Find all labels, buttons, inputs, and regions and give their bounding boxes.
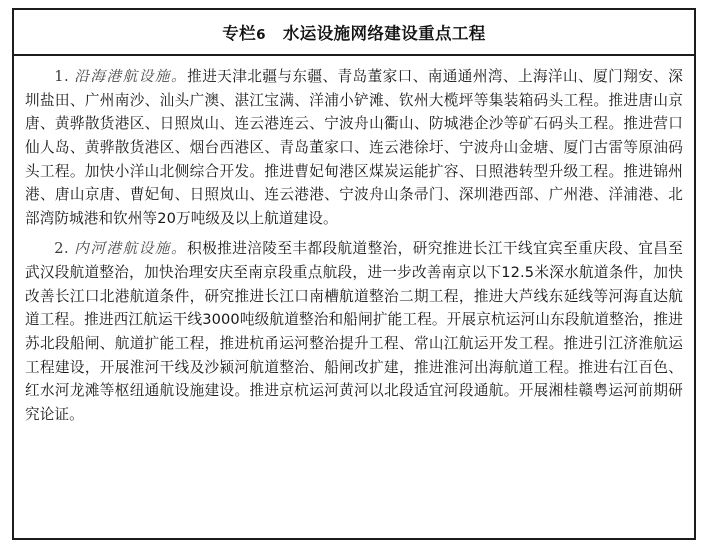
feature-item-1-body: 推进天津北疆与东疆、青岛董家口、南通通州湾、上海洋山、厦门翔安、深圳盐田、广州南沙、汕头广澳、湛江宝满、洋浦小铲滩、钦州大榄坪等集装箱码头工程。推进唐山京唐、黄骅散货港区、日照岚山、连云港连云、宁波舟山衢山、防城港企沙等矿石码头工程。推进营口仙人岛、黄骅散货港区、烟台西港区、青岛董家口、连云港徐圩、宁波舟山金塘、厦门古雷等原油码头工程。加快小洋山北侧综合开发。推进曹妃甸港区煤炭运能扩容、日照港转型升级工程。推进锦州港、唐山京唐、曹妃甸、日照岚山、连云港港、宁波舟山条帚门、深圳港西部、广州港、洋浦港、北部湾防城港和钦州等20万吨级及以上航道建设。: [25, 68, 683, 227]
feature-item-2-heading: 内河港航设施。: [74, 240, 188, 258]
feature-box-body: [14, 56, 694, 433]
feature-box-numeral: 6: [256, 27, 266, 43]
feature-box-header: [14, 10, 694, 56]
feature-item-1: [25, 65, 683, 230]
feature-box: [12, 8, 696, 540]
feature-item-2-index: 2.: [54, 240, 70, 258]
feature-item-2: [25, 237, 683, 426]
feature-box-title-text: 水运设施网络建设重点工程: [282, 24, 486, 43]
feature-item-1-index: 1.: [54, 68, 70, 85]
feature-item-1-heading: 沿海港航设施。: [74, 68, 188, 85]
feature-box-title: [222, 20, 485, 44]
feature-box-number: [222, 20, 266, 44]
feature-box-label: 专栏: [222, 24, 257, 43]
feature-item-2-body: 积极推进涪陵至丰都段航道整治，研究推进长江干线宜宾至重庆段、宜昌至武汉段航道整治，加快治理安庆至南京段重点航段，进一步改善南京以下12.5米深水航道条件，加快改善长江口北港航道条件，研究推进长江口南槽航道整治二期工程，推进大芦线东延线等河海直达航道工程。推进西江航运干线3000吨级航道整治和船闸扩能工程。开展京杭运河山东段航道整治，推进苏北段船闸、航道扩能工程，推进杭甬运河整治提升工程、常山江航运开发工程。推进引江济淮航运工程建设，开展淮河干线及沙颍河航道整治、船闸改扩建，推进淮河出海航道工程。推进右江百色、红水河龙滩等枢纽通航设施建设。推进京杭运河黄河以北段适宜河段通航。开展湘桂赣粤运河前期研究论证。: [25, 240, 683, 423]
